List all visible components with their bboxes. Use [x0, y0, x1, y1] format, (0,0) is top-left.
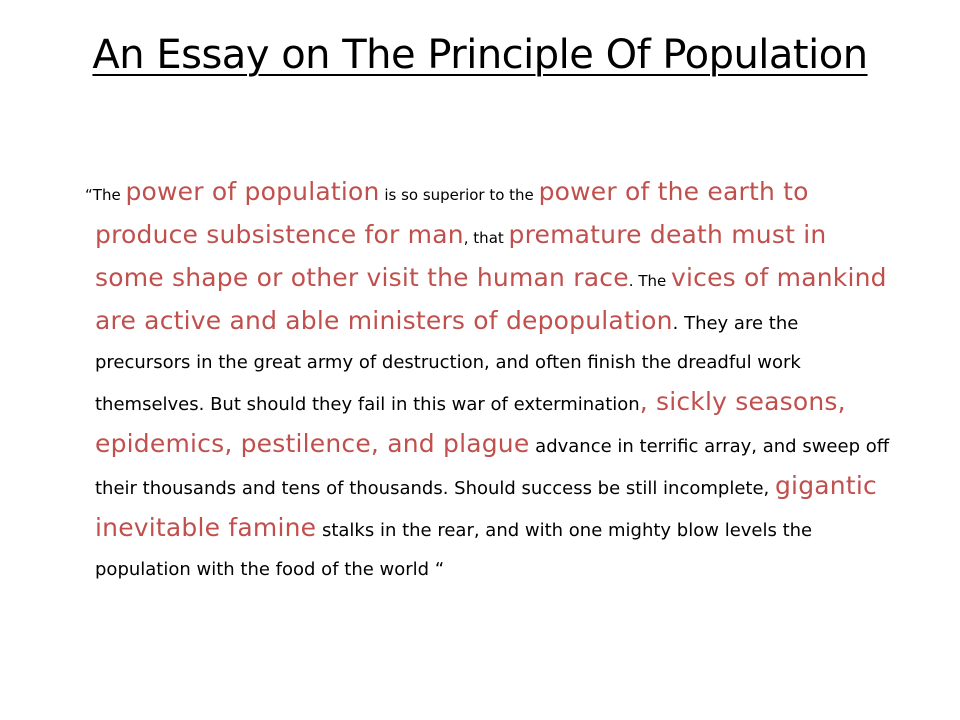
- slide-title: An Essay on The Principle Of Population: [92, 32, 868, 78]
- malthus-quote: [85, 172, 895, 589]
- quote-highlight-power-of-earth: power of the earth to produce subsistence for man: [95, 177, 809, 249]
- quote-text-4: . The: [628, 272, 671, 290]
- quote-text-2: is so superior to the: [379, 186, 539, 204]
- quote-highlight-sickly-seasons: , sickly seasons, epidemics, pestilence, and plague: [95, 387, 846, 458]
- quote-highlight-premature-death: premature death must in some shape or other visit the human race: [95, 220, 827, 292]
- quote-text-1: The: [92, 186, 126, 204]
- quote-highlight-famine: gigantic inevitable famine: [95, 471, 877, 542]
- quote-text-5: . They are the precursors in the great army of destruction, and often finish the dreadful work themselves. But should they fail in this war of extermination: [95, 313, 801, 415]
- quote-close-mark: “: [434, 559, 445, 580]
- quote-highlight-power-of-population: power of population: [125, 177, 380, 206]
- quote-highlight-vices-of-mankind: vices of mankind are active and able ministers of depopulation: [95, 263, 887, 335]
- quote-text-7: stalks in the rear, and with one mighty blow levels the population with the food of the world: [95, 520, 813, 580]
- quote-text-3: , that: [463, 229, 509, 247]
- quote-open-mark: “: [85, 186, 93, 204]
- quote-text-6: advance in terrific array, and sweep off their thousands and tens of thousands. Should success be still incomplete,: [95, 436, 890, 499]
